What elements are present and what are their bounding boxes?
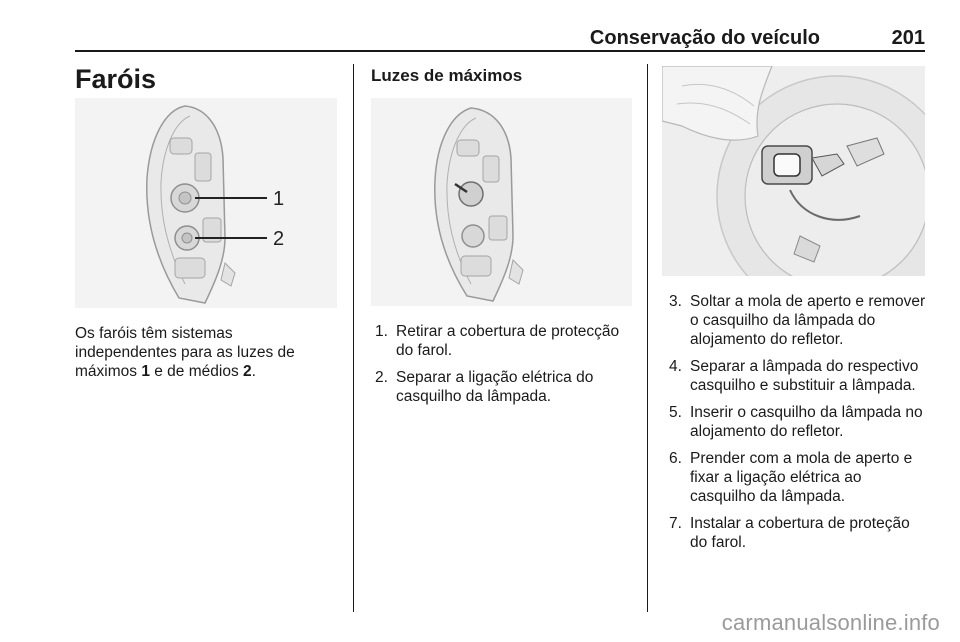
step-line: fixar a ligação elétrica ao bbox=[690, 469, 862, 486]
step-1 bbox=[375, 322, 640, 360]
headlamp-rear-illustration bbox=[371, 98, 632, 306]
step-line: Soltar a mola de aperto e remover bbox=[690, 293, 926, 310]
step-line: Separar a ligação elétrica do bbox=[396, 369, 594, 386]
step-line: do farol. bbox=[690, 534, 747, 551]
step-number: 5. bbox=[669, 404, 682, 421]
headlamp-figure bbox=[75, 98, 337, 308]
headlamp-bulb-figure bbox=[371, 98, 632, 306]
ref-low-beam: 2 bbox=[243, 363, 252, 380]
step-4 bbox=[669, 357, 931, 395]
watermark: carmanualsonline.info bbox=[721, 610, 940, 635]
hand-fingers bbox=[662, 66, 772, 140]
bulb-removal-figure bbox=[662, 66, 925, 276]
step-line: casquilho da lâmpada. bbox=[396, 388, 552, 405]
step-7 bbox=[669, 514, 931, 552]
para-line-3-prefix: máximos bbox=[75, 363, 142, 380]
step-line: Inserir o casquilho da lâmpada no bbox=[690, 404, 923, 421]
step-number: 2. bbox=[375, 369, 388, 386]
step-number: 3. bbox=[669, 293, 682, 310]
ref-high-beam: 1 bbox=[141, 363, 150, 380]
step-line: Instalar a cobertura de proteção bbox=[690, 515, 910, 532]
step-number: 4. bbox=[669, 358, 682, 375]
step-6 bbox=[669, 449, 931, 506]
column-divider-2 bbox=[647, 64, 648, 612]
para-line-3-suffix: . bbox=[251, 363, 256, 380]
intro-paragraph bbox=[75, 324, 345, 381]
headlamp-illustration bbox=[75, 98, 337, 308]
step-2 bbox=[375, 368, 640, 406]
step-line: Separar a lâmpada do respectivo bbox=[690, 358, 919, 375]
step-line: Retirar a cobertura de protecção bbox=[396, 323, 620, 340]
para-line-1: Os faróis têm sistemas bbox=[75, 325, 233, 342]
steps-list-col2 bbox=[375, 322, 640, 414]
step-line: Prender com a mola de aperto e bbox=[690, 450, 913, 467]
para-line-2: independentes para as luzes de bbox=[75, 344, 295, 361]
step-line: do farol. bbox=[396, 342, 453, 359]
section-heading-luzes-de-maximos: Luzes de máximos bbox=[371, 66, 523, 85]
step-5 bbox=[669, 403, 931, 441]
steps-list-col3 bbox=[669, 292, 931, 560]
step-line: casquilho e substituir a lâmpada. bbox=[690, 377, 916, 394]
callout-label-1: 1 bbox=[273, 188, 285, 210]
step-line: alojamento do refletor. bbox=[690, 423, 844, 440]
callout-label-2: 2 bbox=[273, 228, 285, 250]
running-header-title: Conservação do veículo bbox=[589, 27, 820, 49]
column-divider-1 bbox=[353, 64, 354, 612]
step-number: 7. bbox=[669, 515, 682, 532]
step-number: 1. bbox=[375, 323, 388, 340]
bulb-icon bbox=[774, 154, 800, 176]
step-line: alojamento do refletor. bbox=[690, 331, 844, 348]
high-beam-bulb-holder bbox=[459, 182, 483, 206]
page-number: 201 bbox=[891, 27, 925, 49]
para-line-3-mid: e de médios bbox=[149, 363, 244, 380]
step-3 bbox=[669, 292, 931, 349]
step-number: 6. bbox=[669, 450, 682, 467]
step-line: o casquilho da lâmpada do bbox=[690, 312, 876, 329]
header-rule bbox=[75, 50, 925, 52]
section-heading-farois: Faróis bbox=[75, 64, 157, 94]
step-line: casquilho da lâmpada. bbox=[690, 488, 846, 505]
bulb-removal-illustration bbox=[662, 66, 925, 276]
